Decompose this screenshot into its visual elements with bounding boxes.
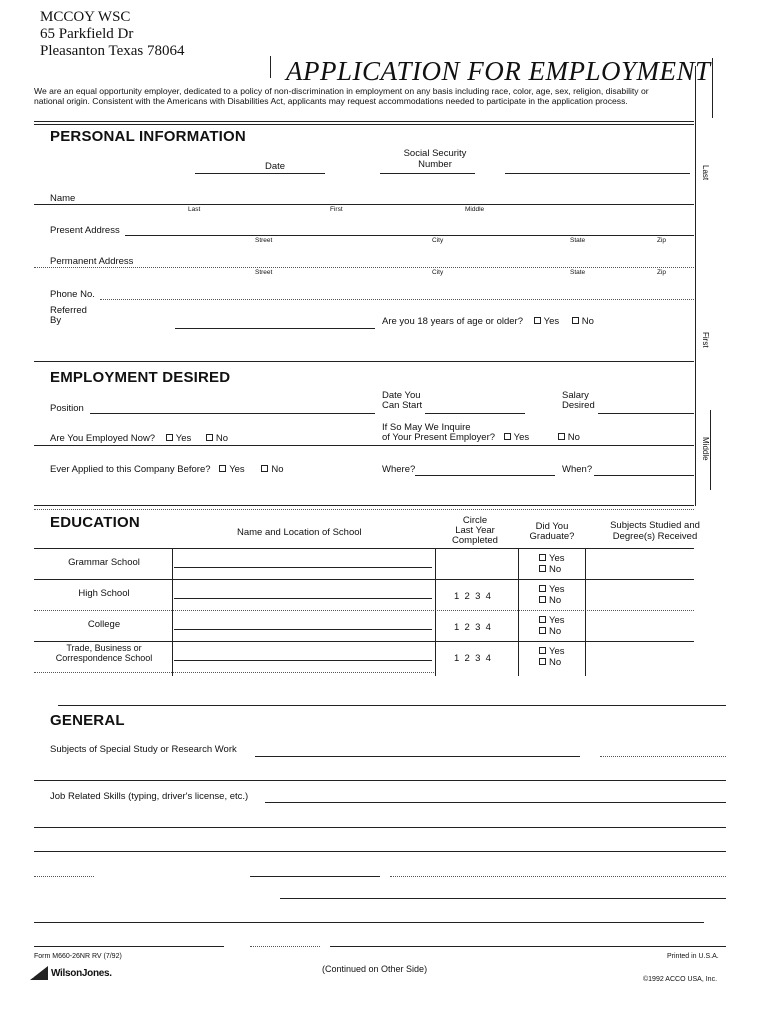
start-date-line[interactable] (425, 413, 525, 414)
present-address-label: Present Address (50, 225, 120, 236)
employer-address (40, 9, 185, 60)
inquire-no-checkbox[interactable]: No (558, 432, 580, 443)
referred-label: Referred By (50, 305, 87, 326)
position-line[interactable] (90, 413, 375, 414)
phone-label: Phone No. (50, 289, 95, 300)
when-label: When? (562, 464, 593, 475)
permanent-street-caption: Street (255, 269, 273, 276)
brand-logo-icon (30, 966, 48, 980)
education-level: Grammar School (68, 557, 140, 568)
employed-yes-checkbox[interactable]: Yes (166, 433, 192, 444)
graduated-options (539, 584, 565, 606)
education-level: High School (78, 588, 130, 599)
eeo-notice: We are an equal opportunity employer, dedicated to a policy of non-discrimination in employment on any basis including race, color, age, sex, religion, disability or national origin. Consistent with the Americans with Disabilities Act, applicants may request accommodations needed to participate in the application process. (34, 86, 649, 106)
school-name-input[interactable] (174, 660, 432, 661)
side-label-first: First (701, 332, 710, 348)
col-school-header: Name and Location of School (237, 527, 362, 538)
brand-name: WilsonJones. (51, 967, 112, 979)
education-level: Trade, Business or Correspondence School (55, 643, 153, 663)
graduated-yes-checkbox[interactable]: Yes (539, 553, 565, 564)
special-study-label: Subjects of Special Study or Research Work (50, 744, 237, 755)
date-line[interactable] (195, 173, 325, 174)
permanent-zip-caption: Zip (657, 269, 667, 276)
graduated-yes-checkbox[interactable]: Yes (539, 615, 565, 626)
graduated-no-checkbox[interactable]: No (539, 564, 565, 575)
graduated-yes-checkbox[interactable]: Yes (539, 646, 565, 657)
employed-now-question: Are You Employed Now? Yes No (50, 433, 229, 444)
ssn-label: Social Security Number (403, 148, 467, 170)
employer-name: MCCOY WSC (40, 9, 131, 25)
job-skills-line-3[interactable] (34, 851, 726, 852)
where-label: Where? (382, 464, 416, 475)
date-label: Date (265, 161, 286, 172)
present-zip-caption: Zip (657, 237, 667, 244)
age-question: Are you 18 years of age or older? Yes No (382, 316, 594, 327)
salary-label: Salary Desired (562, 390, 595, 411)
graduated-options (539, 646, 565, 668)
name-line[interactable] (34, 204, 694, 205)
brand-logo (30, 966, 112, 980)
school-name-input[interactable] (174, 598, 432, 599)
col-subjects-header: Subjects Studied and Degree(s) Received (610, 520, 700, 542)
printed-in: Printed in U.S.A. (667, 953, 719, 960)
years-completed[interactable]: 1 2 3 4 (454, 622, 491, 633)
job-skills-label: Job Related Skills (typing, driver's license, etc.) (50, 791, 249, 802)
referred-line[interactable] (175, 328, 375, 329)
ssn-line[interactable] (380, 173, 475, 174)
side-label-last: Last (701, 165, 710, 181)
phone-line[interactable] (100, 299, 694, 300)
present-city-caption: City (432, 237, 444, 244)
when-line[interactable] (594, 475, 694, 476)
permanent-city-caption: City (432, 269, 444, 276)
name-middle-caption: Middle (465, 206, 485, 213)
age-no-checkbox[interactable]: No (572, 316, 594, 327)
present-street-caption: Street (255, 237, 273, 244)
years-completed[interactable]: 1 2 3 4 (454, 653, 491, 664)
job-skills-line[interactable] (265, 802, 726, 803)
special-study-line[interactable] (255, 756, 580, 757)
inquire-yes-checkbox[interactable]: Yes (504, 432, 530, 443)
employed-no-checkbox[interactable]: No (206, 433, 228, 444)
applied-no-checkbox[interactable]: No (261, 464, 283, 475)
start-date-label: Date You Can Start (382, 390, 423, 411)
position-label: Position (50, 403, 84, 414)
permanent-address-label: Permanent Address (50, 256, 134, 267)
name-first-caption: First (330, 206, 343, 213)
applied-before-question: Ever Applied to this Company Before? Yes No (50, 464, 284, 475)
job-skills-line-4[interactable] (280, 898, 726, 899)
employer-city: Pleasanton Texas 78064 (40, 43, 185, 59)
special-study-line-2[interactable] (34, 780, 726, 781)
general-heading: GENERAL (50, 712, 125, 729)
continued-note: (Continued on Other Side) (322, 964, 428, 974)
education-heading: EDUCATION (50, 514, 140, 531)
where-line[interactable] (415, 475, 555, 476)
permanent-address-line[interactable] (34, 267, 694, 268)
graduated-options (539, 553, 565, 575)
graduated-options (539, 615, 565, 637)
name-last-caption: Last (188, 206, 201, 213)
school-name-input[interactable] (174, 567, 432, 568)
present-address-line[interactable] (125, 235, 694, 236)
name-label: Name (50, 193, 76, 204)
years-completed[interactable]: 1 2 3 4 (454, 591, 491, 602)
school-name-input[interactable] (174, 629, 432, 630)
personal-info-heading: PERSONAL INFORMATION (50, 128, 246, 145)
job-skills-line-2[interactable] (34, 827, 726, 828)
form-number: Form M660-26NR RV (7/92) (34, 953, 122, 960)
age-yes-checkbox[interactable]: Yes (534, 316, 560, 327)
col-year-header: Circle Last Year Completed (452, 515, 498, 546)
employer-street: 65 Parkfield Dr (40, 26, 134, 42)
applied-yes-checkbox[interactable]: Yes (219, 464, 245, 475)
present-state-caption: State (570, 237, 586, 244)
job-skills-line-5[interactable] (34, 922, 704, 923)
graduated-no-checkbox[interactable]: No (539, 626, 565, 637)
graduated-no-checkbox[interactable]: No (539, 595, 565, 606)
employment-desired-heading: EMPLOYMENT DESIRED (50, 369, 231, 386)
graduated-no-checkbox[interactable]: No (539, 657, 565, 668)
form-title: APPLICATION FOR EMPLOYMENT (286, 56, 711, 86)
salary-line[interactable] (598, 413, 694, 414)
copyright: ©1992 ACCO USA, Inc. (643, 976, 718, 983)
col-graduate-header: Did You Graduate? (529, 521, 575, 542)
permanent-state-caption: State (570, 269, 586, 276)
education-level: College (87, 619, 121, 630)
graduated-yes-checkbox[interactable]: Yes (539, 584, 565, 595)
side-label-middle: Middle (701, 437, 710, 461)
inquire-question: If So May We Inquire of Your Present Employer? Yes No (382, 422, 580, 443)
